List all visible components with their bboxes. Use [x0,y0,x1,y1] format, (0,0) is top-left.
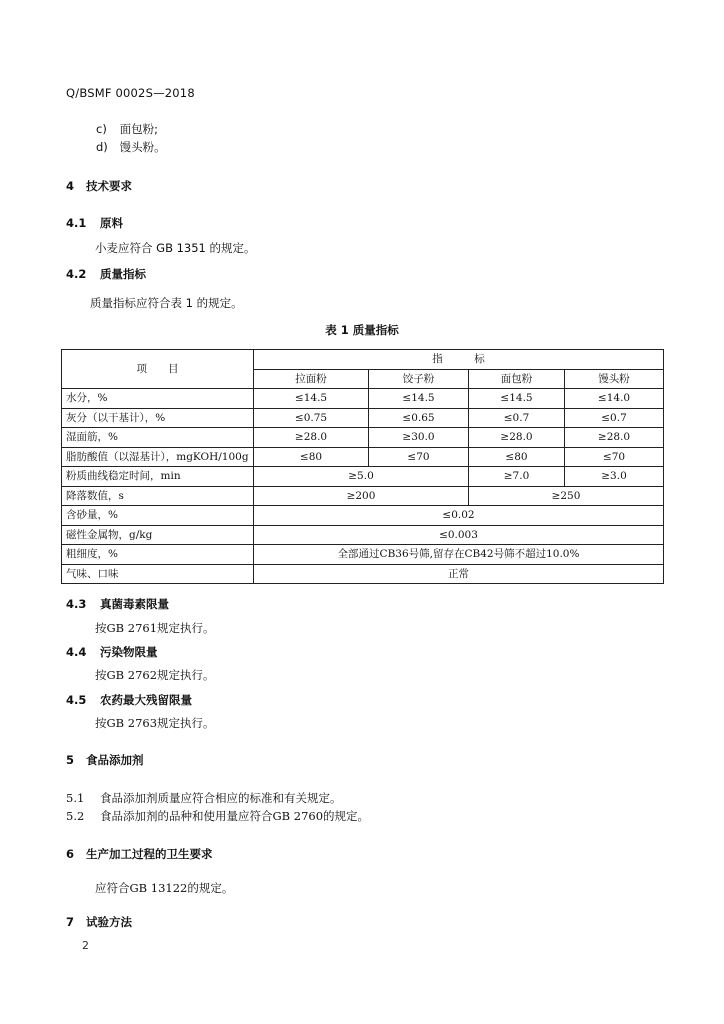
table-cell: 正常 [254,564,664,584]
page-number: 2 [82,939,89,952]
row-item: 灰分（以干基计），% [62,408,254,428]
section-4-heading [66,178,132,194]
section-number: 4.3 [66,597,87,611]
table-row [62,467,664,487]
row-item: 粉质曲线稳定时间，min [62,467,254,487]
table-row [62,545,664,565]
section-number: 4.4 [66,645,87,659]
table-row [62,447,664,467]
clause-text: 食品添加剂质量应符合相应的标准和有关规定。 [100,791,342,805]
section-4-2-body: 质量指标应符合表 1 的规定。 [90,296,243,310]
section-4-4-body: 按GB 2762规定执行。 [95,668,215,682]
section-number: 4.1 [66,216,87,230]
row-item: 气味、口味 [62,564,254,584]
row-item: 粗细度，% [62,545,254,565]
section-4-1-heading [66,215,123,231]
table-header-item: 项 目 [62,350,254,389]
section-4-1-body: 小麦应符合 GB 1351 的规定。 [95,241,256,255]
clause-number: 5.2 [66,809,85,823]
section-6-body: 应符合GB 13122的规定。 [95,881,234,895]
table-cell: ≥28.0 [254,428,369,448]
table-cell: ≥200 [254,486,469,506]
table-cell: ≥250 [469,486,664,506]
section-number: 7 [66,915,75,929]
table-cell: ≤14.5 [469,389,565,409]
table-row [62,408,664,428]
section-number: 4.5 [66,693,87,707]
table-cell: ≤14.0 [565,389,664,409]
table-caption: 表 1 质量指标 [325,323,399,337]
section-title: 食品添加剂 [86,753,144,767]
table-cell: ≥3.0 [565,467,664,487]
table-row [62,428,664,448]
section-4-3-heading [66,596,169,612]
table-cell: ≤70 [369,447,469,467]
section-title: 试验方法 [86,915,132,929]
row-item: 含砂量，% [62,506,254,526]
section-title: 技术要求 [86,179,132,193]
table-row [62,506,664,526]
section-title: 污染物限量 [100,645,158,659]
table-cell: ≤0.003 [254,525,664,545]
row-item: 水分，% [62,389,254,409]
clause-5-1 [66,790,342,806]
column-header: 面包粉 [469,369,565,389]
list-item-text: 面包粉; [119,122,159,136]
table-cell: ≤80 [254,447,369,467]
section-4-4-heading [66,644,158,660]
table-cell: ≤0.02 [254,506,664,526]
section-title: 农药最大残留限量 [100,693,192,707]
section-6-heading [66,846,213,862]
row-item: 降落数值，s [62,486,254,506]
list-item-text: 馒头粉。 [119,140,166,154]
column-header: 饺子粉 [369,369,469,389]
section-number: 5 [66,753,75,767]
table-cell: ≥30.0 [369,428,469,448]
clause-5-2 [66,808,369,824]
section-4-5-body: 按GB 2763规定执行。 [95,716,215,730]
section-title: 真菌毒素限量 [100,597,169,611]
table-cell: ≥7.0 [469,467,565,487]
document-code-header: Q/BSMF 0002S—2018 [66,86,195,100]
list-item-label: d) [96,140,108,154]
table-cell: 全部通过CB36号筛,留存在CB42号筛不超过10.0% [254,545,664,565]
section-number: 4.2 [66,267,87,281]
column-header: 拉面粉 [254,369,369,389]
list-item-label: c) [96,122,107,136]
row-item: 磁性金属物，g/kg [62,525,254,545]
table-row [62,525,664,545]
section-title: 原料 [100,216,123,230]
table-cell: ≤14.5 [254,389,369,409]
list-item [96,139,166,155]
section-4-5-heading [66,692,192,708]
table-row [62,486,664,506]
table-cell: ≤0.75 [254,408,369,428]
table-cell: ≤0.65 [369,408,469,428]
table-cell: ≤14.5 [369,389,469,409]
table-header-index: 指 标 [254,350,664,370]
section-5-heading [66,752,144,768]
section-4-3-body: 按GB 2761规定执行。 [95,621,215,635]
table-cell: ≥28.0 [469,428,565,448]
section-number: 4 [66,179,75,193]
table-cell: ≤70 [565,447,664,467]
table-row [62,389,664,409]
table-cell: ≥28.0 [565,428,664,448]
list-item [96,121,158,137]
row-item: 脂肪酸值（以湿基计），mgKOH/100g [62,447,254,467]
section-title: 质量指标 [100,267,146,281]
section-4-2-heading [66,266,146,282]
clause-number: 5.1 [66,791,85,805]
table-cell: ≥5.0 [254,467,469,487]
section-title: 生产加工过程的卫生要求 [86,847,213,861]
clause-text: 食品添加剂的品种和使用量应符合GB 2760的规定。 [100,809,370,823]
quality-index-table [61,349,664,584]
table-row [62,564,664,584]
column-header: 馒头粉 [565,369,664,389]
section-7-heading [66,914,132,930]
table-cell: ≤0.7 [469,408,565,428]
row-item: 湿面筋，% [62,428,254,448]
table-cell: ≤80 [469,447,565,467]
table-cell: ≤0.7 [565,408,664,428]
section-number: 6 [66,847,75,861]
